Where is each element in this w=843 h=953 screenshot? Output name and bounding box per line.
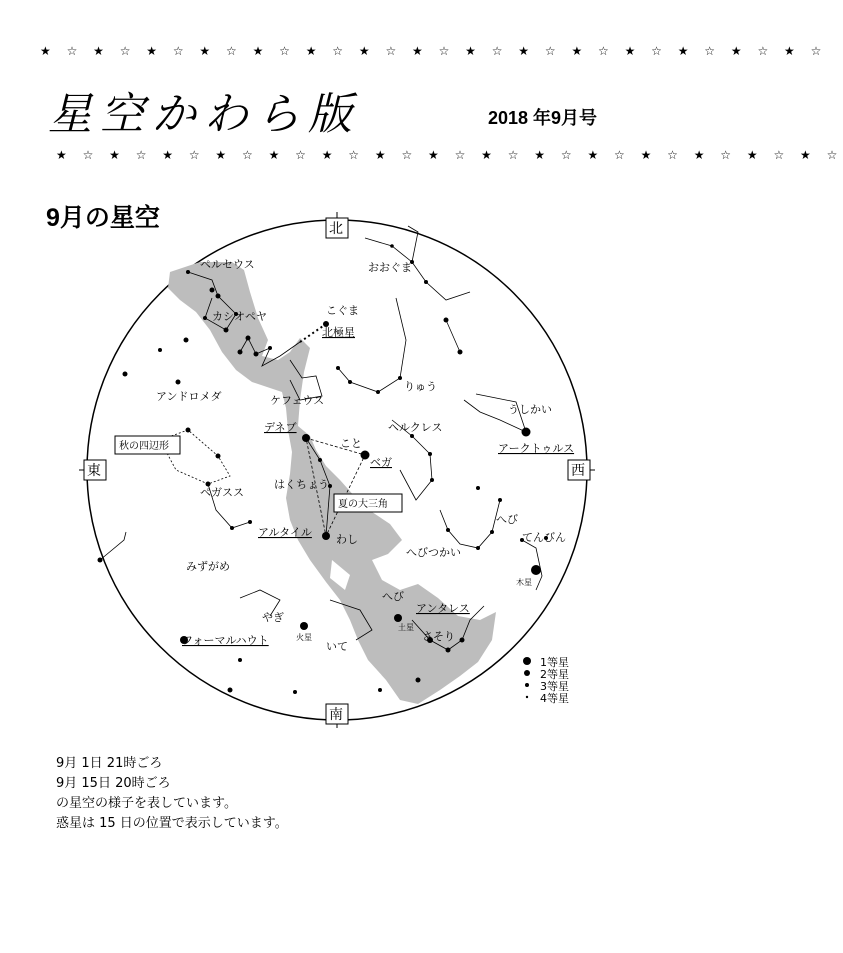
direction-south: 南 <box>329 707 343 723</box>
legend-3: 3等星 <box>540 680 569 693</box>
label-tenbin: てんびん <box>522 531 566 544</box>
direction-east: 東 <box>87 463 101 479</box>
label-cepheus: ケフェウス <box>270 394 325 407</box>
label-sasori: さそり <box>422 630 455 643</box>
label-cassiopeia: カシオペヤ <box>212 310 267 323</box>
magnitude-legend <box>523 656 569 705</box>
newsletter-title: 星空かわら版 <box>48 89 360 140</box>
label-antares: アンタレス <box>416 602 470 615</box>
caption-line-3: の星空の様子を表しています。 <box>56 796 237 811</box>
label-hebi2: へび <box>382 590 404 603</box>
section-title: 9月の星空 <box>46 204 160 232</box>
label-polaris: 北極星 <box>322 326 355 339</box>
label-hercules: ヘルクレス <box>388 421 443 434</box>
label-perseus: ペルセウス <box>200 258 255 271</box>
label-kogumа: こぐま <box>326 304 359 317</box>
label-pegasus: ペガスス <box>200 486 244 499</box>
top-star-border: ★ ☆ ★ ☆ ★ ☆ ★ ☆ ★ ☆ ★ ☆ ★ ☆ ★ ☆ ★ ☆ ★ ☆ ★ ☆ ★ ☆ ★ ☆ ★ ☆ ★ ☆ <box>40 44 828 58</box>
label-altair: アルタイル <box>258 526 312 539</box>
label-washi: わし <box>336 533 358 546</box>
label-yagi: やぎ <box>262 611 284 624</box>
label-arcturus: アークトゥルス <box>498 442 575 455</box>
bottom-star-border: ★ ☆ ★ ☆ ★ ☆ ★ ☆ ★ ☆ ★ ☆ ★ ☆ ★ ☆ ★ ☆ ★ ☆ ★ ☆ ★ ☆ ★ ☆ ★ ☆ ★ ☆ <box>56 148 843 162</box>
caption-line-4: 惑星は 15 日の位置で表示しています。 <box>56 816 288 831</box>
label-jupiter: 木星 <box>516 578 532 587</box>
label-hebitsukai: へびつかい <box>406 546 461 559</box>
caption-line-2: 9月 15日 20時ごろ <box>56 776 171 791</box>
label-mars: 火星 <box>296 633 312 642</box>
label-mizugame: みずがめ <box>186 560 230 573</box>
label-summer-triangle: 夏の大三角 <box>338 499 388 510</box>
label-ryu: りゅう <box>404 380 437 393</box>
label-saturn: 土星 <box>398 623 414 632</box>
direction-north: 北 <box>329 221 343 237</box>
label-hebi1: へび <box>496 513 518 526</box>
label-koto: こと <box>340 437 362 450</box>
label-hakucho: はくちょう <box>274 478 329 491</box>
label-deneb: デネブ <box>264 421 297 434</box>
label-ushikai: うしかい <box>508 403 552 416</box>
legend-1: 1等星 <box>540 656 569 669</box>
direction-west: 西 <box>571 463 585 479</box>
label-vega: ベガ <box>370 456 392 469</box>
caption-line-1: 9月 1日 21時ごろ <box>56 756 163 771</box>
label-fomalhaut: フォーマルハウト <box>182 634 269 647</box>
issue-label: 2018 年9月号 <box>488 108 598 128</box>
legend-2: 2等星 <box>540 668 569 681</box>
label-andromeda: アンドロメダ <box>156 390 222 403</box>
label-ooguma: おおぐま <box>368 261 412 274</box>
label-autumn-square: 秋の四辺形 <box>119 441 169 452</box>
legend-4: 4等星 <box>540 692 569 705</box>
label-ite: いて <box>326 640 348 653</box>
